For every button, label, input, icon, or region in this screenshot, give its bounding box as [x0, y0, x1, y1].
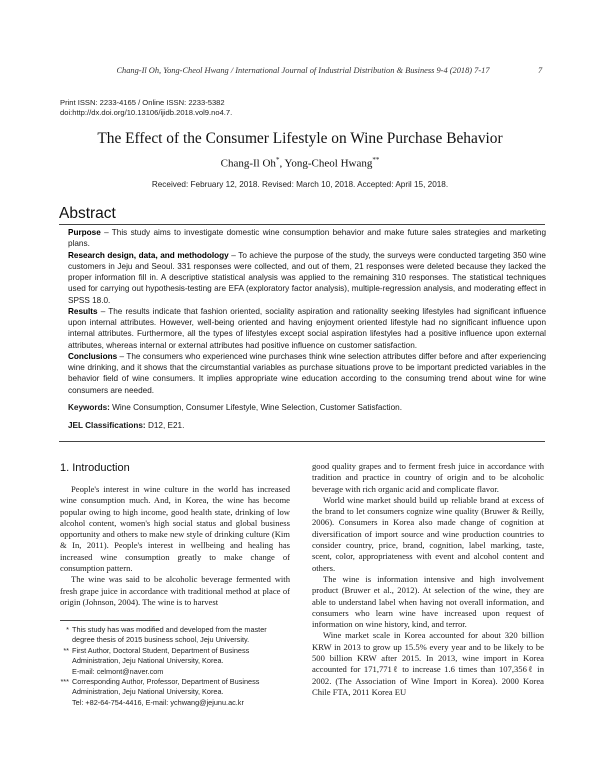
abstract-results [68, 306, 546, 351]
footnote-text [72, 677, 296, 708]
section-heading-introduction: 1. Introduction [60, 462, 130, 474]
abstract-label: Purpose [68, 228, 101, 237]
running-header: Chang-Il Oh, Yong-Cheol Hwang / International Journal of Industrial Distribution & Business 9-4 (2018) 7-17 [116, 66, 490, 75]
author-separator: , [279, 157, 285, 170]
footnote [60, 677, 296, 708]
jel-classifications [68, 421, 546, 430]
footnote-mark: ** [63, 645, 69, 655]
author-name: Yong-Cheol Hwang [284, 157, 373, 170]
author-name: Chang-Il Oh [220, 157, 276, 170]
left-column [60, 484, 290, 608]
abstract-label: Research design, data, and methodology [68, 250, 229, 260]
paragraph: People's interest in wine culture in the world has increased wine consumption much. And, in Korea, the wine has become popular owing to high income, good health state, drinking of low alcohol content, women's high social status and global business opportunity and others to make new style of drinking culture (Kim & In, 2011). People's interest in wellbeing and healing has increased wine consumption greatly to make change of consumption pattern. [60, 484, 290, 574]
jel-label: JEL Classifications: [68, 421, 146, 430]
paragraph: The wine is information intensive and high involvement product (Bruwer et al., 2012). At selection of the wine, they are able to understand label when having not overall information, and consumers who learn wine have increased upon request of information on wine history, kind, and terror. [312, 573, 544, 630]
paragraph: good quality grapes and to ferment fresh juice in accordance with tradition and practice in country of origin and to be alcoholic beverage with rich organic acid and complicate flavor. [312, 461, 544, 494]
keywords-label: Keywords: [68, 403, 110, 412]
author-line [40, 156, 560, 170]
footnote-text [72, 625, 296, 646]
footnote-line: This study has was modified and developed from the master [72, 625, 267, 634]
footnote [60, 625, 296, 646]
jel-text: D12, E21. [145, 421, 185, 430]
footnote-line: Administration, Jeju National University, Korea. [72, 656, 224, 666]
author-mark: * [275, 156, 280, 164]
footnote-mark: *** [60, 677, 69, 687]
abstract-heading: Abstract [59, 205, 116, 222]
footnote [60, 646, 296, 677]
abstract-label: Conclusions [68, 351, 118, 361]
abstract-purpose [68, 227, 546, 250]
abstract-conclusions [68, 351, 546, 396]
abstract-body [68, 227, 546, 396]
footnote-email[interactable]: E-mail: celmont@naver.com [72, 666, 164, 676]
paragraph: World wine market should build up reliable brand at excess of the brand to let consumers cognize wine quality (Bruwer & Reilly, 2006). Consumers in Korea also made change of cognition at diversification of import source and wine production countries to consider country, price, brand, cognition, label marking, taste, scent, color, appropriateness with event and alcohol content and others. [312, 494, 544, 573]
paragraph: Wine market scale in Korea accounted for about 320 billion KRW in 2013 to grow up 15.5% every year and to be likely to be 500 billion KRW after 2015. In 2013, wine import in Korea accounted for 171,771ℓ to increase 1.6 times than 107,356ℓ in 2002. (The Association of Wine Import in Korea). 2000 Korea Chile FTA, 2011 Korea EU [312, 630, 544, 697]
footnote-rule [60, 620, 160, 621]
abstract-label: Results [68, 306, 98, 316]
paper-title: The Effect of the Consumer Lifestyle on Wine Purchase Behavior [97, 130, 503, 147]
keywords [68, 403, 546, 412]
abstract-top-rule [59, 224, 545, 225]
abstract-design [68, 250, 546, 306]
footnote-text [72, 646, 296, 677]
page-number: 7 [538, 66, 543, 75]
paragraph: The wine was said to be alcoholic beverage fermented with fresh grape juice in accordance with traditional method at place of origin (Johnson, 2004). The wine is to harvest [60, 574, 290, 607]
issn-line: Print ISSN: 2233-4165 / Online ISSN: 2233-5382 [60, 98, 225, 107]
submission-dates: Received: February 12, 2018. Revised: March 10, 2018. Accepted: April 15, 2018. [151, 180, 449, 189]
footnote-mark: * [66, 625, 69, 634]
abstract-text: – The results indicate that fashion oriented, sociality aspiration and rationality seeking lifestyles had significant influence upon internal attributes. However, well-being oriented and having enjoyment oriented lifestyle had no significant influence upon internal attributes. Furthermore, all the types of lifestyles except social aspiration lifestyles had a positive influence upon external attributes, whereas internal or external attributes had positive influence on customer satisfaction. [68, 306, 546, 350]
footnote-contact[interactable]: Tel: +82-64-754-4416, E-mail: ychwang@jejunu.ac.kr [72, 697, 244, 707]
abstract-text: – To achieve the purpose of the study, the surveys were conducted targeting 350 wine customers in Jeju and Seoul. 331 responses were collected, and out of them, 21 responses were deleted because they lacked the proper information fill in. A descriptive statistical analysis was applied to the remaining 310 responses. The statistical techniques used for carrying out hypothesis-testing are EFA (exploratory factor analysis), multiple-regression analysis, and moderating effect in SPSS 18.0. [68, 250, 546, 305]
footnotes [60, 625, 296, 708]
doi-line[interactable]: doi:http://dx.doi.org/10.13106/ijidb.2018.vol9.no4.7. [60, 108, 233, 117]
author-mark: ** [372, 156, 380, 164]
footnote-line: degree thesis of 2015 business school, Jeju University. [72, 635, 250, 645]
footnote-line: First Author, Doctoral Student, Department of Business [72, 645, 250, 655]
issn-block [60, 98, 360, 118]
keywords-text: Wine Consumption, Consumer Lifestyle, Wine Selection, Customer Satisfaction. [109, 403, 403, 412]
abstract-bottom-rule [59, 441, 545, 442]
right-column [312, 461, 544, 698]
abstract-text: – This study aims to investigate domestic wine consumption behavior and make future sales strategies and marketing plans. [68, 228, 546, 249]
footnote-line: Administration, Jeju National University, Korea. [72, 687, 224, 697]
abstract-text: – The consumers who experienced wine purchases think wine selection attributes differ before and after experiencing wine drinking, and it shows that the circumstantial variables as purchase situations prove to be important predicted variables in the behavior field of wine consumers. It implies appropriate wine education according to the consuming trend about wine for wine consumers are needed. [68, 351, 546, 395]
footnote-line: Corresponding Author, Professor, Department of Business [72, 677, 260, 687]
